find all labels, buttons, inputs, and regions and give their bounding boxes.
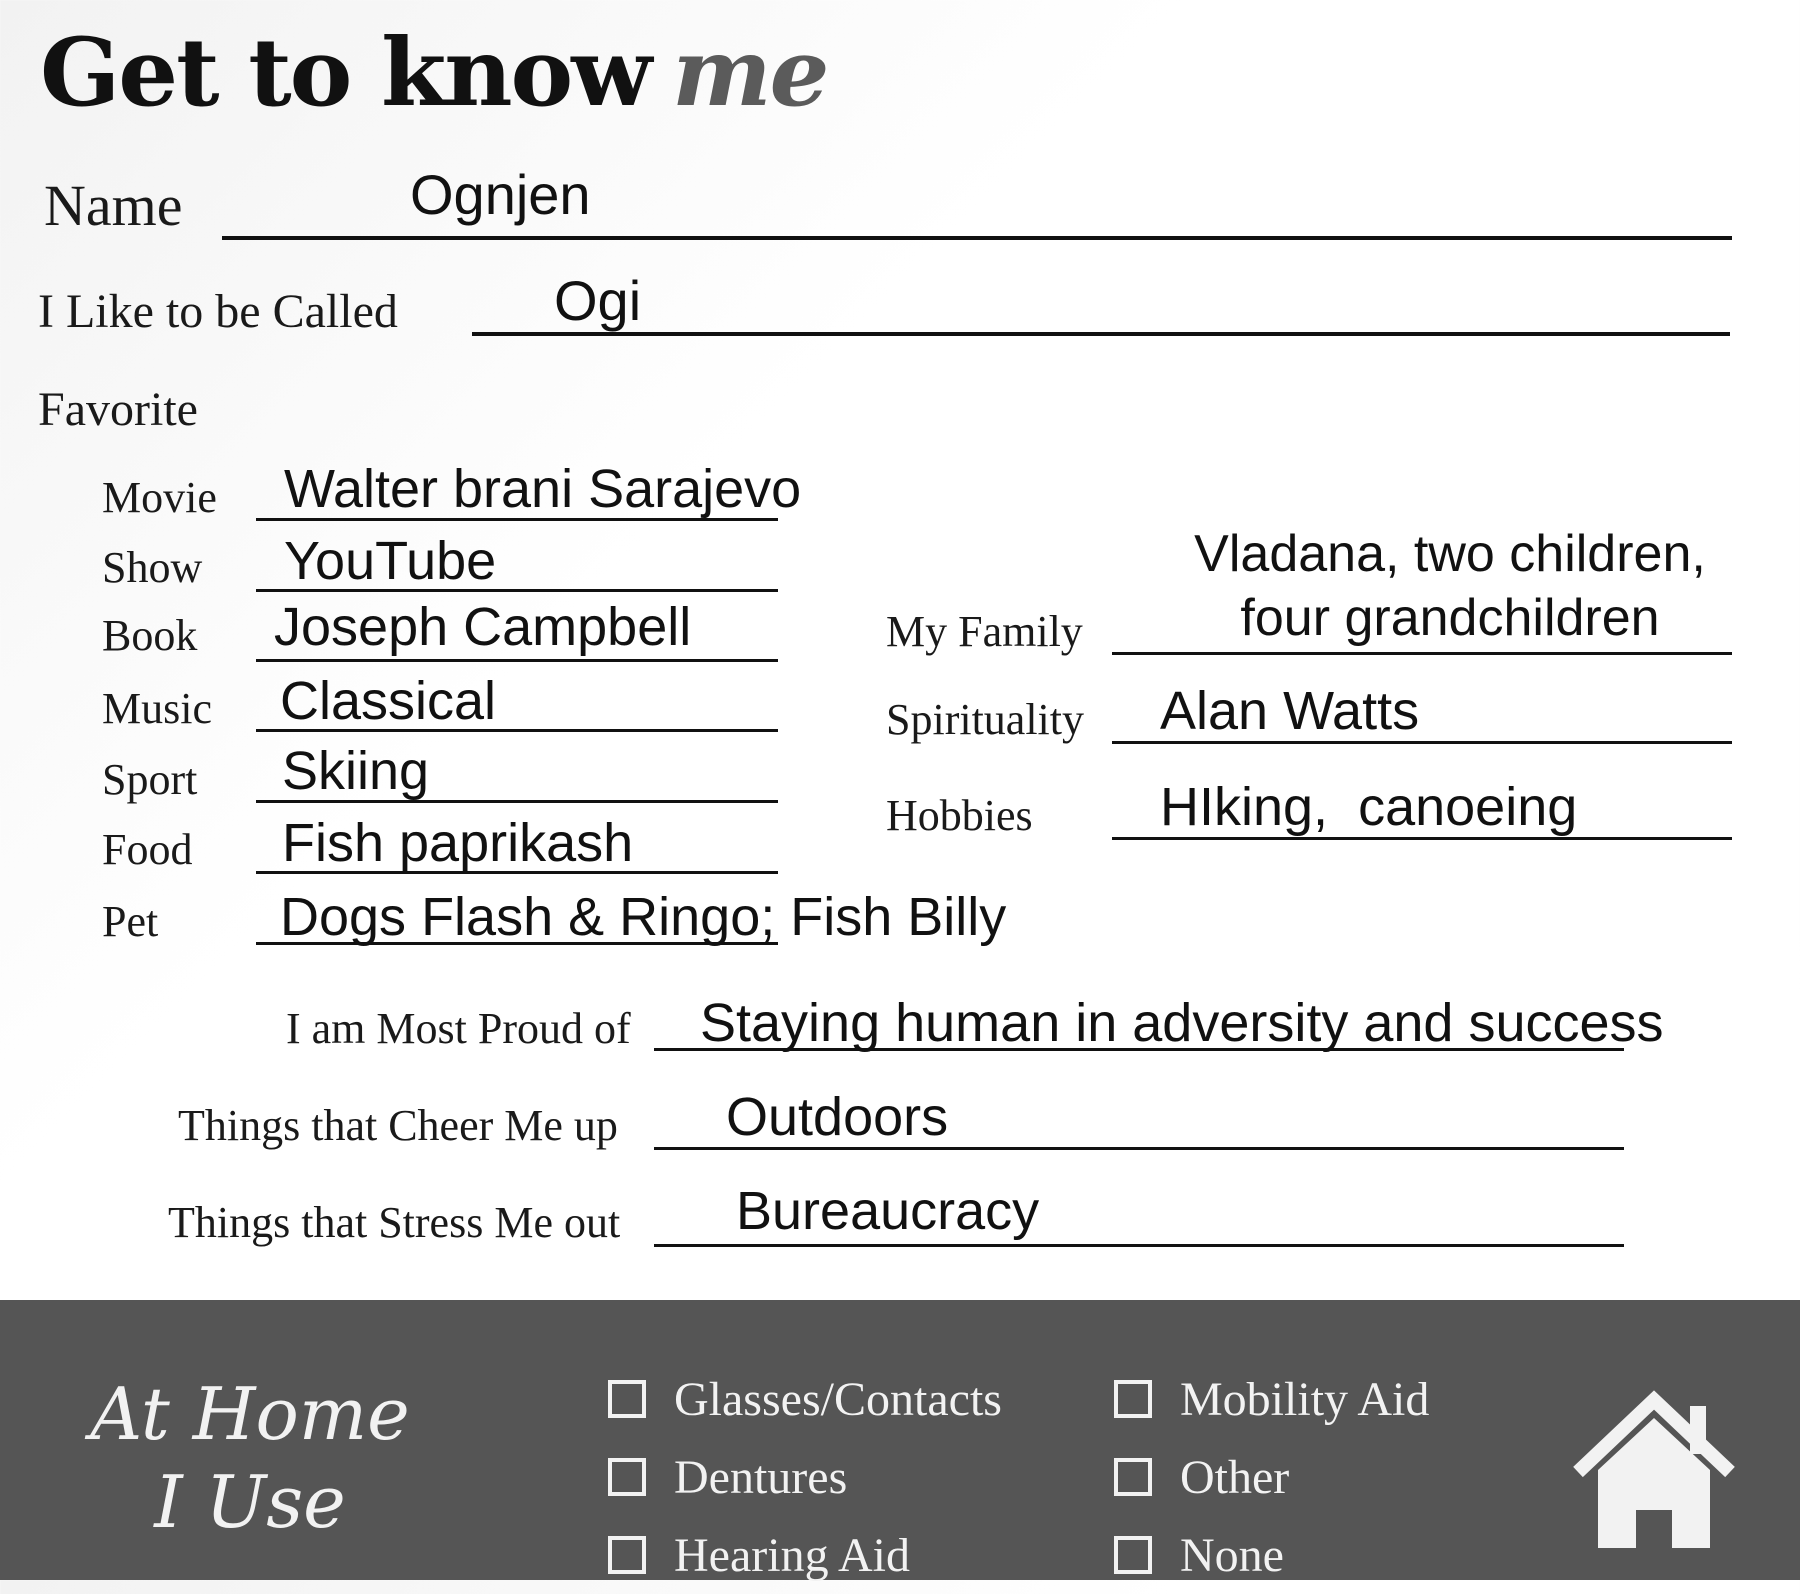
sport-value[interactable]: Skiing: [282, 741, 430, 801]
show-value[interactable]: YouTube: [284, 531, 497, 591]
book-line[interactable]: [256, 659, 778, 662]
pet-label: Pet: [102, 897, 159, 946]
name-value[interactable]: Ognjen: [410, 163, 591, 226]
family-value-line1: Vladana, two children,: [1194, 525, 1706, 583]
option-other[interactable]: [1114, 1438, 1429, 1516]
proud-label: I am Most Proud of: [286, 1004, 631, 1053]
favorite-heading: Favorite: [38, 383, 198, 436]
home-options-col-2: [1114, 1360, 1429, 1594]
option-mobility-aid-label: Mobility Aid: [1180, 1372, 1430, 1426]
home-options-col-1: [608, 1360, 1002, 1594]
option-glasses[interactable]: [608, 1360, 1002, 1438]
checkbox-none[interactable]: [1114, 1536, 1152, 1574]
option-hearing-aid-label: Hearing Aid: [674, 1528, 910, 1582]
checkbox-dentures[interactable]: [608, 1458, 646, 1496]
music-label: Music: [102, 684, 212, 733]
at-home-title: [60, 1370, 440, 1546]
sport-label: Sport: [102, 755, 198, 804]
hobbies-label: Hobbies: [886, 791, 1033, 840]
at-home-title-line2: I Use: [154, 1460, 346, 1544]
title-accent: me: [672, 18, 828, 128]
option-glasses-label: Glasses/Contacts: [674, 1372, 1002, 1426]
family-label: My Family: [886, 607, 1083, 656]
hobbies-value[interactable]: HIking, canoeing: [1160, 777, 1578, 837]
stress-line[interactable]: [654, 1244, 1624, 1247]
option-mobility-aid[interactable]: [1114, 1360, 1429, 1438]
name-label: Name: [44, 173, 183, 238]
option-other-label: Other: [1180, 1450, 1290, 1504]
cheer-label: Things that Cheer Me up: [178, 1101, 618, 1150]
movie-label: Movie: [102, 473, 217, 522]
option-dentures-label: Dentures: [674, 1450, 848, 1504]
checkbox-hearing-aid[interactable]: [608, 1536, 646, 1574]
option-hearing-aid[interactable]: [608, 1516, 1002, 1594]
checkbox-other[interactable]: [1114, 1458, 1152, 1496]
called-value[interactable]: Ogi: [554, 269, 642, 332]
checkbox-glasses[interactable]: [608, 1380, 646, 1418]
book-value[interactable]: Joseph Campbell: [274, 597, 692, 657]
food-value[interactable]: Fish paprikash: [282, 813, 634, 873]
house-icon: [1570, 1388, 1738, 1548]
family-line[interactable]: [1112, 652, 1732, 655]
spirituality-label: Spirituality: [886, 695, 1084, 744]
movie-value[interactable]: Walter brani Sarajevo: [284, 459, 802, 519]
title-main: Get to know: [40, 18, 651, 128]
name-line[interactable]: [222, 236, 1732, 240]
book-label: Book: [102, 611, 198, 660]
page-title: [40, 18, 827, 128]
at-home-title-line1: At Home: [90, 1372, 410, 1456]
family-value[interactable]: [1110, 522, 1790, 650]
show-label: Show: [102, 543, 203, 592]
called-label: I Like to be Called: [38, 285, 398, 338]
food-label: Food: [102, 825, 193, 874]
stress-value[interactable]: Bureaucracy: [736, 1181, 1040, 1241]
checkbox-mobility-aid[interactable]: [1114, 1380, 1152, 1418]
called-line[interactable]: [472, 332, 1730, 336]
family-value-line2: four grandchildren: [1240, 589, 1660, 647]
spirituality-value[interactable]: Alan Watts: [1160, 681, 1420, 741]
music-value[interactable]: Classical: [280, 671, 497, 731]
option-none[interactable]: [1114, 1516, 1429, 1594]
option-dentures[interactable]: [608, 1438, 1002, 1516]
cheer-value[interactable]: Outdoors: [726, 1087, 949, 1147]
option-none-label: None: [1180, 1528, 1284, 1582]
pet-value[interactable]: Dogs Flash & Ringo; Fish Billy: [280, 887, 1007, 947]
proud-value[interactable]: Staying human in adversity and success: [700, 993, 1664, 1053]
stress-label: Things that Stress Me out: [168, 1198, 621, 1247]
